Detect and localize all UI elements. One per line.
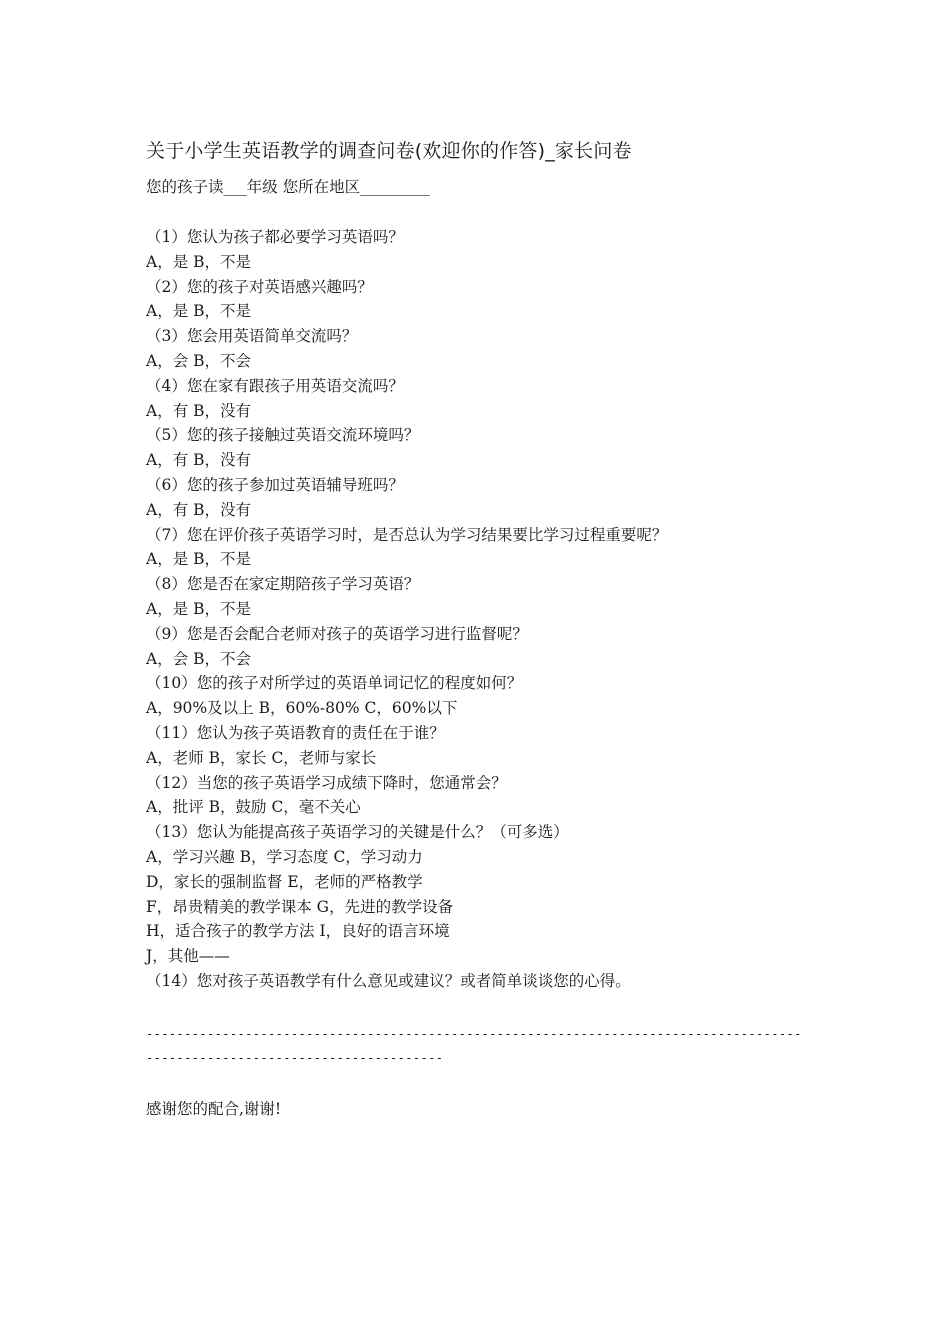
question-line: （7）您在评价孩子英语学习时，是否总认为学习结果要比学习过程重要呢？ xyxy=(146,525,668,544)
answer-options: A，是 B，不是 xyxy=(146,302,252,321)
answer-options: H，适合孩子的教学方法 I，良好的语言环境 xyxy=(146,922,450,941)
question-line: （4）您在家有跟孩子用英语交流吗？ xyxy=(146,376,404,395)
answer-options: A，批评 B，鼓励 C，毫不关心 xyxy=(146,798,361,817)
question-line: （10）您的孩子对所学过的英语单词记忆的程度如何？ xyxy=(146,674,523,693)
question-line: （14）您对孩子英语教学有什么意见或建议？或者简单谈谈您的心得。 xyxy=(146,971,631,990)
answer-options: A，有 B，没有 xyxy=(146,451,252,470)
question-line: （9）您是否会配合老师对孩子的英语学习进行监督呢？ xyxy=(146,624,528,643)
answer-options: A，会 B，不会 xyxy=(146,351,252,370)
question-line: （12）当您的孩子英语学习成绩下降时，您通常会？ xyxy=(146,773,507,792)
answer-options: A，是 B，不是 xyxy=(146,550,252,569)
question-line: （3）您会用英语简单交流吗？ xyxy=(146,327,358,346)
answer-options: A，是 B，不是 xyxy=(146,599,252,618)
grade-region-line: 您的孩子读___年级 您所在地区_________ xyxy=(146,178,430,196)
answer-options: F，昂贵精美的教学课本 G，先进的教学设备 xyxy=(146,897,454,916)
answer-options: A，会 B，不会 xyxy=(146,649,252,668)
thanks-note: 感谢您的配合,谢谢! xyxy=(146,1100,282,1118)
answer-options: A，是 B，不是 xyxy=(146,252,252,271)
answer-options: A，学习兴趣 B，学习态度 C，学习动力 xyxy=(146,847,423,866)
answer-options: D，家长的强制监督 E，老师的严格教学 xyxy=(146,872,423,891)
question-line: （8）您是否在家定期陪孩子学习英语？ xyxy=(146,575,420,594)
answer-options: A，有 B，没有 xyxy=(146,500,252,519)
answer-options: A，有 B，没有 xyxy=(146,401,252,420)
answer-options: A，90%及以上 B，60%-80% C，60%以下 xyxy=(146,699,458,718)
dashed-divider: ----------------------------------------------------------------------------------------------------------------------------- xyxy=(146,1027,802,1065)
question-line: （13）您认为能提高孩子英语学习的关键是什么？（可多选） xyxy=(146,823,569,842)
answer-options: A，老师 B，家长 C，老师与家长 xyxy=(146,748,377,767)
question-line: （2）您的孩子对英语感兴趣吗？ xyxy=(146,277,373,296)
question-line: （6）您的孩子参加过英语辅导班吗？ xyxy=(146,475,404,494)
question-line: （1）您认为孩子都必要学习英语吗？ xyxy=(146,228,404,246)
answer-options: J，其他—— xyxy=(146,947,230,966)
question-line: （11）您认为孩子英语教育的责任在于谁？ xyxy=(146,723,445,742)
question-line: （5）您的孩子接触过英语交流环境吗？ xyxy=(146,426,420,445)
document-title: 关于小学生英语教学的调查问卷(欢迎你的作答)_家长问卷 xyxy=(146,140,632,162)
question-list xyxy=(146,225,826,994)
